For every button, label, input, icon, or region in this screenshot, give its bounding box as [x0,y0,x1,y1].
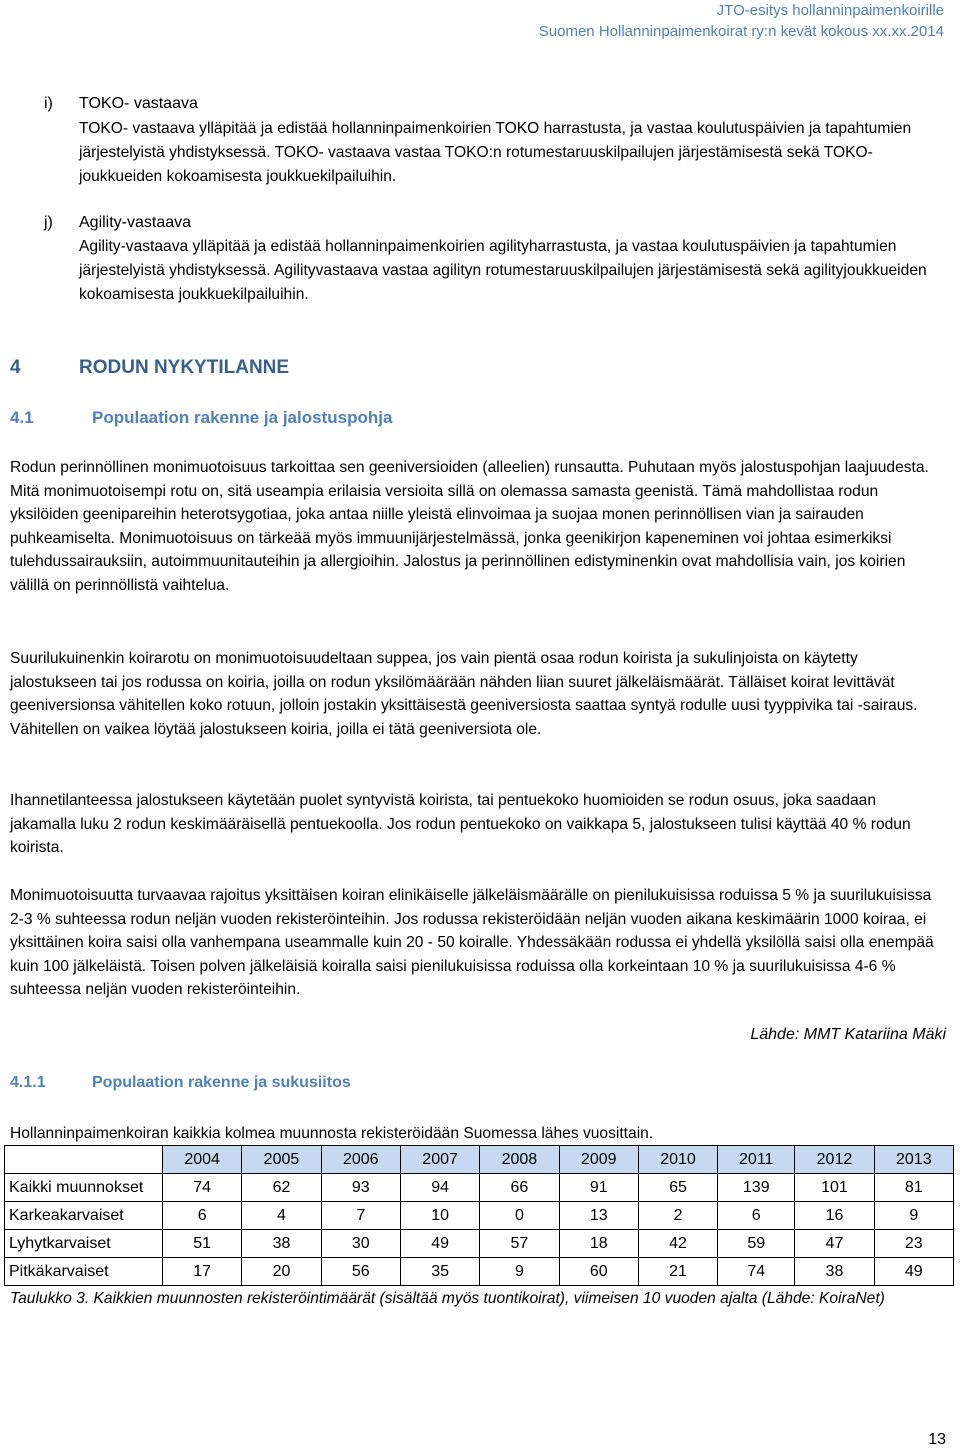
table-cell: 17 [163,1258,242,1286]
section-4-1-title: Populaation rakenne ja jalostuspohja [92,408,393,427]
table-row [5,1174,954,1202]
year-header: 2012 [795,1146,874,1174]
year-header: 2007 [400,1146,479,1174]
table-cell: 59 [718,1230,795,1258]
table-cell: 139 [718,1174,795,1202]
table-cell: 42 [638,1230,717,1258]
table-cell: 2 [638,1202,717,1230]
table-cell: 4 [242,1202,321,1230]
table-cell: 94 [400,1174,479,1202]
paragraph-ideal-situation: Ihannetilanteessa jalostukseen käytetään puolet syntyvistä koirista, tai pentuekoko huomioiden se rodun osuus, joka saadaan jakamalla luku 2 rodun keskimääräisellä pentuekoolla. Jos rodun pentuekoko on vaikkapa 5, jalostukseen tulisi käyttää 40 % rodun koirista. [10,792,911,856]
year-header: 2006 [321,1146,400,1174]
table-cell: 20 [242,1258,321,1286]
table-cell: 101 [795,1174,874,1202]
table-cell: 0 [480,1202,559,1230]
table-cell: 6 [718,1202,795,1230]
section-4-1-number: 4.1 [10,408,34,427]
table-cell: 62 [242,1174,321,1202]
table-cell: 47 [795,1230,874,1258]
table-cell: 49 [400,1230,479,1258]
table-row [5,1230,954,1258]
table-cell: 6 [163,1202,242,1230]
section-4-number: 4 [10,357,21,378]
table-cell: 56 [321,1258,400,1286]
table-cell: 38 [795,1258,874,1286]
table-cell: 81 [874,1174,953,1202]
year-header: 2011 [718,1146,795,1174]
year-header: 2013 [874,1146,953,1174]
table-cell: 9 [480,1258,559,1286]
row-label: Kaikki muunnokset [5,1174,163,1202]
table-cell: 74 [163,1174,242,1202]
running-header-title: JTO-esitys hollanninpaimenkoirille [716,2,944,19]
table-row [5,1202,954,1230]
table-cell: 30 [321,1230,400,1258]
row-label: Karkeakarvaiset [5,1202,163,1230]
table-cell: 10 [400,1202,479,1230]
table-cell: 23 [874,1230,953,1258]
paragraph-diversity: Rodun perinnöllinen monimuotoisuus tarkoittaa sen geeniversioiden (alleelien) runsautta. Puhutaan myös jalostuspohjan laajuudesta. Mitä monimuotoisempi rotu on, sitä useampia erilaisia versioita sillä on olemassa samasta geenistä. Tämä mahdollistaa rodun yksilöiden geenipareihin heterotsygotiaa, joka antaa niille yleistä elinvoimaa ja suojaa monen perinnöllisen vian ja sairauden puhkeamiselta. Monimuotoisuus on tärkeää myös immuunijärjestelmässä, jonka geenikirjon kapeneminen voi johtaa esimerkiksi tulehdussairauksiin, autoimmuunitauteihin ja allergioihin. Jalostus ja perinnöllinen edistyminenkin ovat mahdollisia vain, jos koirien välillä on perinnöllistä vaihtelua. [10,459,929,594]
row-label: Lyhytkarvaiset [5,1230,163,1258]
table-cell: 16 [795,1202,874,1230]
year-header: 2005 [242,1146,321,1174]
list-marker-j: j) [44,214,53,231]
table-caption: Taulukko 3. Kaikkien muunnosten rekisteröintimäärät (sisältää myös tuontikoirat), viimeisen 10 vuoden ajalta (Lähde: KoiraNet) [10,1290,885,1307]
registration-table [4,1145,954,1286]
source-citation: Lähde: MMT Katariina Mäki [750,1026,946,1043]
table-cell: 74 [718,1258,795,1286]
section-4-title: RODUN NYKYTILANNE [79,357,290,378]
table-cell: 7 [321,1202,400,1230]
table-cell: 18 [559,1230,638,1258]
section-4-1-1-title: Populaation rakenne ja sukusiitos [92,1074,351,1091]
table-cell: 51 [163,1230,242,1258]
table-intro: Hollanninpaimenkoiran kaikkia kolmea muunnosta rekisteröidään Suomessa lähes vuosittain. [10,1125,654,1142]
table-cell: 57 [480,1230,559,1258]
row-label: Pitkäkarvaiset [5,1258,163,1286]
list-title-agility: Agility-vastaava [79,214,192,231]
running-header-subtitle: Suomen Hollanninpaimenkoirat ry:n kevät kokous xx.xx.2014 [538,23,944,40]
year-header: 2009 [559,1146,638,1174]
list-body-toko: TOKO- vastaava ylläpitää ja edistää hollanninpaimenkoirien TOKO harrastusta, ja vastaa koulutuspäivien ja tapahtumien järjestelyistä yhdistyksessä. TOKO- vastaava vastaa TOKO:n rotumestaruuskilpailujen järjestämisestä sekä TOKO- joukkueiden kokoamisesta joukkuekilpailuihin. [79,120,912,185]
section-4-1-1-number: 4.1.1 [10,1074,46,1091]
year-header: 2010 [638,1146,717,1174]
page-number: 13 [928,1431,946,1448]
table-row [5,1258,954,1286]
year-header: 2008 [480,1146,559,1174]
table-cell: 21 [638,1258,717,1286]
table-corner-cell [5,1146,163,1174]
table-cell: 66 [480,1174,559,1202]
list-title-toko: TOKO- vastaava [79,95,198,112]
list-body-agility: Agility-vastaava ylläpitää ja edistää hollanninpaimenkoirien agilityharrastusta, ja vastaa koulutuspäivien ja tapahtumien järjestelyistä yhdistyksessä. Agilityvastaava vastaa agilityn rotumestaruuskilpailujen järjestämisestä sekä agilityjoukkueiden kokoamisesta joukkuekilpailuihin. [79,238,927,303]
list-marker-i: i) [44,95,53,112]
table-cell: 35 [400,1258,479,1286]
table-header-row [5,1146,954,1174]
table-cell: 9 [874,1202,953,1230]
table-cell: 38 [242,1230,321,1258]
table-cell: 60 [559,1258,638,1286]
table-cell: 65 [638,1174,717,1202]
table-cell: 13 [559,1202,638,1230]
paragraph-narrow-base: Suurilukuinenkin koirarotu on monimuotoisuudeltaan suppea, jos vain pientä osaa rodun koirista ja sukulinjoista on käytetty jalostukseen tai jos rodussa on koiria, joilla on rodun yksilömäärään nähden liian suuret jälkeläismäärät. Tälläiset koirat levittävät geeniversionsa vähitellen koko rotuun, jolloin jostakin yksittäisestä geeniversiosta saattaa syntyä rodulle uusi tyyppivika tai -sairaus. Vähitellen on vaikea löytää jalostukseen koiria, joilla ei tätä geeniversiota ole. [10,650,918,738]
table-cell: 49 [874,1258,953,1286]
year-header: 2004 [163,1146,242,1174]
paragraph-limitation: Monimuotoisuutta turvaavaa rajoitus yksittäisen koiran elinikäiselle jälkeläismäärälle on pienilukuisissa roduissa 5 % ja suurilukuisissa 2-3 % suhteessa rodun neljän vuoden rekisteröinteihin. Jos rodussa rekisteröidään neljän vuoden aikana keskimäärin 1000 koiraa, ei yksittäinen koira saisi olla vanhempana useammalle kuin 20 - 50 koiralle. Yhdessäkään rodussa ei yhdellä yksilöllä saisi olla enempää kuin 100 jälkeläistä. Toisen polven jälkeläisiä koiralla saisi pienilukuisissa roduissa olla korkeintaan 10 % ja suurilukuisissa 4-6 % suhteessa neljän vuoden rekisteröinteihin. [10,887,934,998]
table-cell: 91 [559,1174,638,1202]
table-cell: 93 [321,1174,400,1202]
